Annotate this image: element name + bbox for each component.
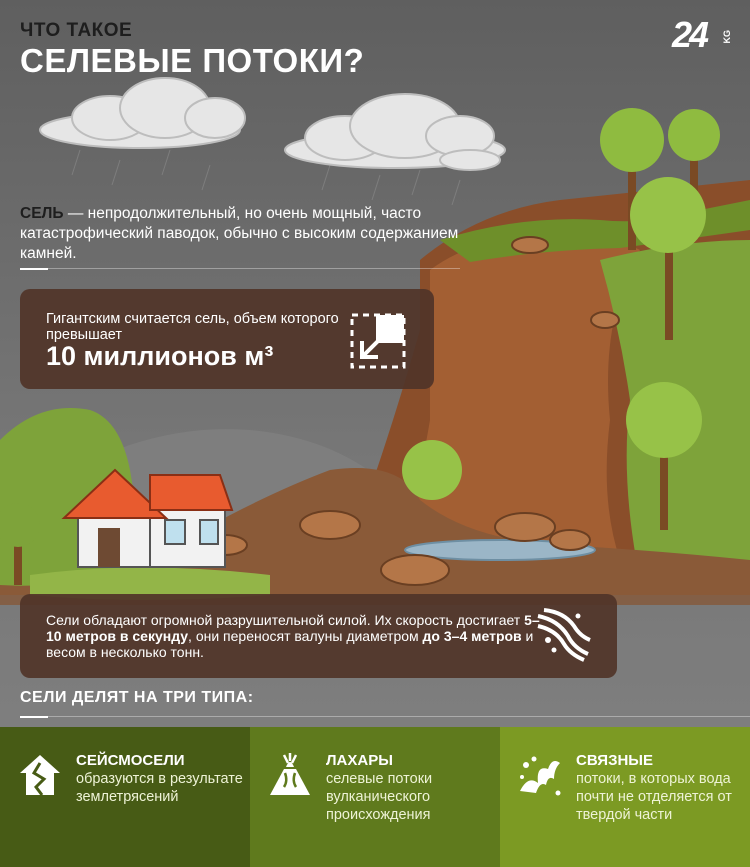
volume-text: Гигантским считается сель, объем которого превышает (46, 311, 339, 343)
power-card (20, 594, 617, 678)
cracked-house-icon (18, 753, 62, 797)
resize-arrow-icon (350, 313, 406, 369)
volcano-icon (268, 753, 312, 797)
definition-term: СЕЛЬ (20, 205, 64, 222)
logo-suffix: KG (722, 30, 732, 44)
type-lahar (250, 727, 500, 867)
power-text-3: и весом в несколько тонн. (46, 628, 534, 660)
definition (20, 204, 470, 264)
power-speed: 5–10 метров в секунду (46, 612, 540, 644)
power-diameter: до 3–4 метров (422, 628, 522, 644)
divider (20, 268, 48, 270)
water-wave-icon (534, 606, 592, 664)
divider (20, 716, 48, 718)
types-heading: СЕЛИ ДЕЛЯТ НА ТРИ ТИПА: (20, 689, 254, 706)
volume-value: 10 миллионов м³ (46, 341, 274, 371)
power-text (46, 612, 546, 660)
logo (672, 16, 732, 56)
page-title: СЕЛЕВЫЕ ПОТОКИ? (20, 42, 365, 79)
divider-line (48, 716, 750, 717)
power-text-2: , они переносят валуны диаметром (188, 628, 423, 644)
type-desc: образуются в результате землетрясений (76, 771, 243, 805)
type-name: ЛАХАРЫ (326, 752, 393, 769)
type-desc: селевые потоки вулканического происхождения (326, 771, 433, 823)
header-kicker: ЧТО ТАКОЕ (20, 20, 133, 41)
splash-icon (518, 753, 562, 797)
power-text-1: Сели обладают огромной разрушительной силой. Их скорость достигает (46, 612, 525, 628)
type-name: СЕЙСМОСЕЛИ (76, 752, 185, 769)
divider-line (48, 268, 460, 269)
logo-number: 24 (672, 14, 707, 55)
volume-card (20, 289, 434, 389)
type-seismic (0, 727, 250, 867)
definition-text: — непродолжительный, но очень мощный, часто катастрофический паводок, обычно с высоким содержанием камней. (20, 205, 459, 262)
type-cohesive (500, 727, 750, 867)
type-desc: потоки, в которых вода почти не отделяется от твердой части (576, 771, 732, 823)
type-name: СВЯЗНЫЕ (576, 752, 653, 769)
